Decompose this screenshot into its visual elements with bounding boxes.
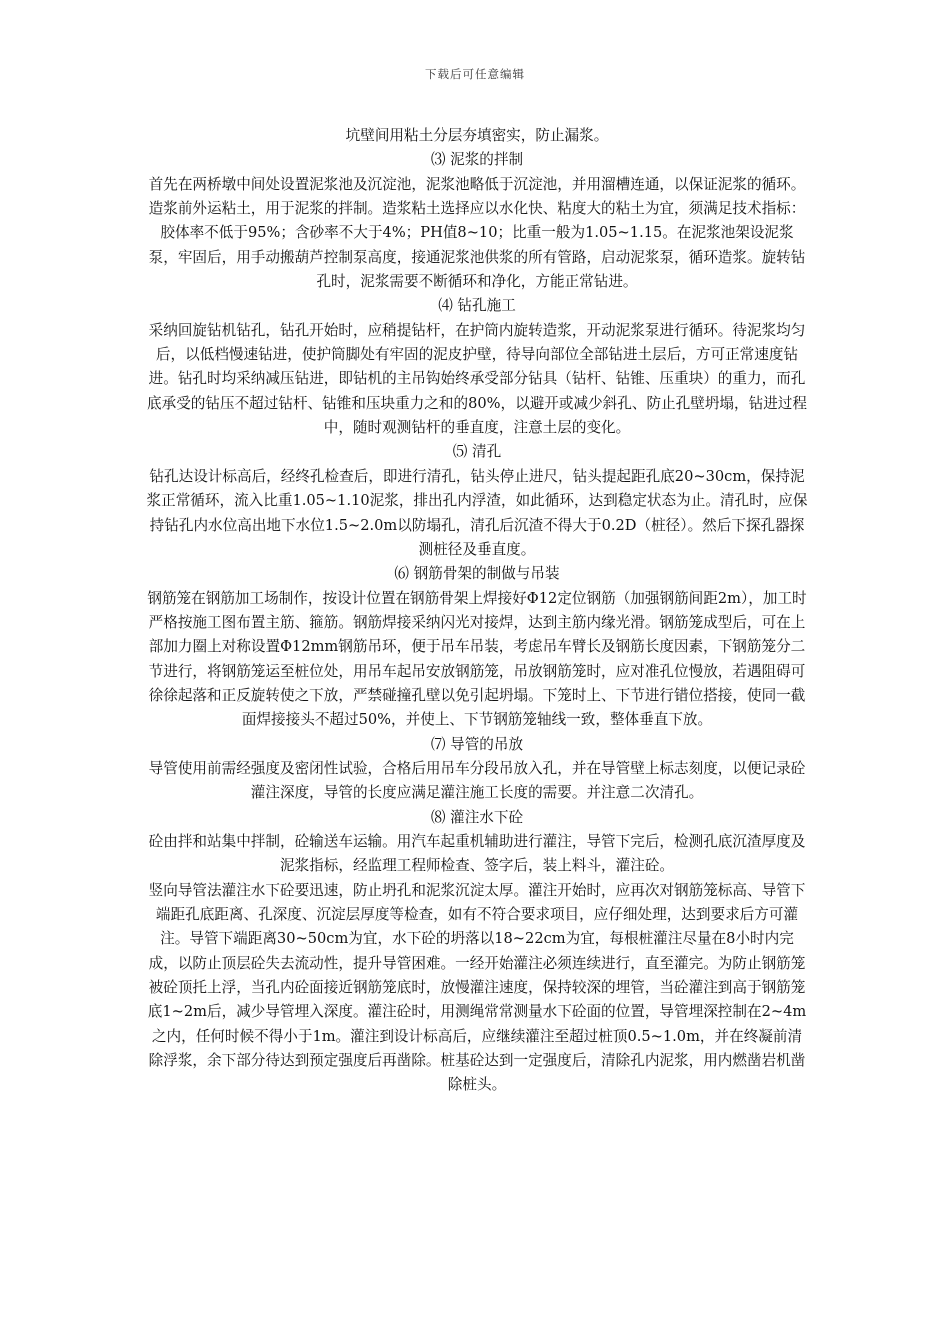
section-heading-6: ⑹ 钢筋骨架的制做与吊装 [394, 565, 560, 583]
section-heading-8: ⑻ 灌注水下砼 [430, 808, 524, 826]
section-heading-4: ⑷ 钻孔施工 [438, 297, 516, 315]
paragraph: 钻孔达设计标高后，经终孔检查后，即进行清孔，钻头停止进尺，钻头提起距孔底20~30cm，保持泥浆正常循环，流入比重1.05~1.10泥浆，排出孔内浮渣，如此循环，达到稳定状态为止。清孔时，应保持钻孔内水位高出地下水位1.5~2.0m以防塌孔，清孔后沉渣不得大于0.2D（桩径）。然后下探孔器探测桩径及垂直度。 [146, 467, 808, 558]
paragraph: 钢筋笼在钢筋加工场制作，按设计位置在钢筋骨架上焊接好Φ12定位钢筋（加强钢筋间距2m），加工时严格按施工图布置主筋、箍筋。钢筋焊接采纳闪光对接焊，达到主筋内缘光滑。钢筋笼成型后，可在上部加力圈上对称设置Φ12mm钢筋吊环，便于吊车吊装，考虑吊车臂长及钢筋长度因素，下钢筋笼分二节进行，将钢筋笼运至桩位处，用吊车起吊安放钢筋笼，吊放钢筋笼时，应对准孔位慢放，若遇阻碍可徐徐起落和正反旋转使之下放，严禁碰撞孔壁以免引起坍塌。下笼时上、下节进行错位搭接，使同一截面焊接接头不超过50%，并使上、下节钢筋笼轴线一致，整体垂直下放。 [147, 589, 807, 729]
page-header: 下载后可任意编辑 [425, 67, 525, 81]
paragraph: 首先在两桥墩中间处设置泥浆池及沉淀池，泥浆池略低于沉淀池，并用溜槽连通，以保证泥浆的循环。 [148, 175, 806, 193]
paragraph: 竖向导管法灌注水下砼要迅速，防止坍孔和泥浆沉淀太厚。灌注开始时，应再次对钢筋笼标高、导管下端距孔底距离、孔深度、沉淀层厚度等检查，如有不符合要求项目，应仔细处理，达到要求后方可灌注。导管下端距离30~50cm为宜，水下砼的坍落以18~22cm为宜，每根桩灌注尽量在8小时内完成，以防止顶层砼失去流动性，提升导管困难。一经开始灌注必须连续进行，直至灌完。为防止钢筋笼被砼顶托上浮，当孔内砼面接近钢筋笼底时，放慢灌注速度，保持较深的埋管，当砼灌注到高于钢筋笼底1~2m后，减少导管埋入深度。灌注砼时，用测绳常常测量水下砼面的位置，导管埋深控制在2~4m之内，任何时候不得小于1m。灌注到设计标高后，应继续灌注至超过桩顶0.5~1.0m，并在终凝前清除浮浆，余下部分待达到预定强度后再凿除。桩基砼达到一定强度后，清除孔内泥浆，用内燃凿岩机凿除桩头。 [147, 881, 807, 1094]
paragraph: 造浆前外运粘土，用于泥浆的拌制。造浆粘土选择应以水化快、粘度大的粘土为宜，须满足技术指标：胶体率不低于95%；含砂率不大于4%；PH值8~10；比重一般为1.05~1.15。在泥浆池架设泥浆泵，牢固后，用手动搬葫芦控制泵高度，接通泥浆池供浆的所有管路，启动泥浆泵，循环造浆。旋转钻孔时，泥浆需要不断循环和净化，方能正常钻进。 [148, 200, 806, 291]
section-heading-5: ⑸ 清孔 [452, 443, 502, 461]
section-heading-3: ⑶ 泥浆的拌制 [430, 151, 524, 169]
section-heading-7: ⑺ 导管的吊放 [430, 735, 524, 753]
paragraph: 导管使用前需经强度及密闭性试验，合格后用吊车分段吊放入孔，并在导管壁上标志刻度，以便记录砼灌注深度，导管的长度应满足灌注施工长度的需要。并注意二次清孔。 [148, 759, 806, 802]
paragraph: 砼由拌和站集中拌制，砼输送车运输。用汽车起重机辅助进行灌注，导管下完后，检测孔底沉渣厚度及泥浆指标，经监理工程师检查、签字后，装上料斗，灌注砼。 [148, 832, 806, 875]
paragraph: 坑壁间用粘土分层夯填密实，防止漏浆。 [345, 127, 609, 144]
document-body [146, 124, 808, 1098]
paragraph: 采纳回旋钻机钻孔，钻孔开始时，应稍提钻杆，在护筒内旋转造浆，开动泥浆泵进行循环。待泥浆均匀后，以低档慢速钻进，使护筒脚处有牢固的泥皮护壁，待导向部位全部钻进土层后，方可正常速度钻进。钻孔时均采纳减压钻进，即钻机的主吊钩始终承受部分钻具（钻杆、钻锥、压重块）的重力，而孔底承受的钻压不超过钻杆、钻锥和压块重力之和的80%，以避开或减少斜孔、防止孔壁坍塌，钻进过程中，随时观测钻杆的垂直度，注意土层的变化。 [147, 321, 807, 437]
